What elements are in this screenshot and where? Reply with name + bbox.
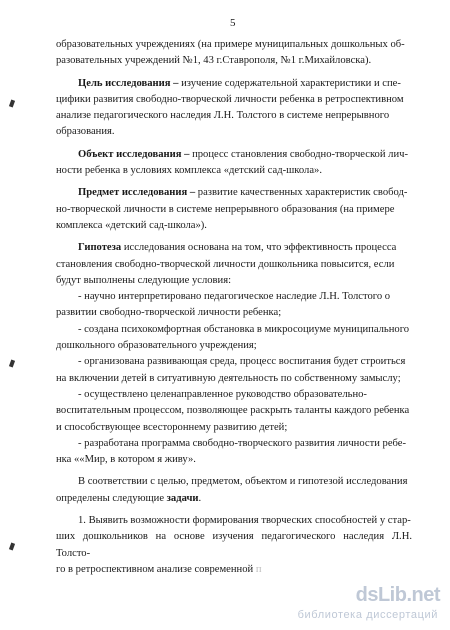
text-span: развитие качественных характеристик свобод- (195, 187, 408, 199)
text-line: разовательных учреждений №1, 43 г.Ставрополя, №1 г.Михайловска). (56, 55, 372, 67)
watermark-subtitle: библиотека диссертаций (297, 609, 438, 621)
text-span: исследования основана на том, что эффективность процесса (121, 242, 397, 254)
text-line: будут выполнены следующие условия: (56, 274, 232, 286)
text-line: комплекса «детский сад-школа»). (56, 219, 207, 231)
text-line: становления свободно-творческой личности дошкольника повысится, если (56, 258, 395, 270)
condition-item: - осуществлено целенаправленное руководство образовательно- (78, 388, 367, 400)
text-span: . (198, 492, 202, 504)
text-line: цифики развития свободно-творческой личности ребенка в ретроспективном (56, 93, 404, 105)
condition-item: - организована развивающая среда, процесс воспитания будет строиться (78, 356, 406, 368)
watermark (260, 584, 440, 624)
page-number: 5 (230, 17, 236, 29)
text-line: образования. (56, 126, 115, 138)
hypothesis-label: Гипотеза (78, 242, 122, 254)
condition-item: - создана психокомфортная обстановка в микросоциуме муниципального (78, 323, 410, 335)
text-span: п (253, 563, 262, 575)
text-line: нка ««Мир, в котором я живу». (56, 454, 196, 466)
subject-paragraph (56, 185, 412, 201)
text-line (56, 562, 412, 578)
text-line: развитии свободно-творческой личности ребенка; (56, 307, 282, 319)
subject-label: Предмет исследования – (78, 187, 196, 199)
task-item: 1. Выявить возможности формирования творческих способностей у стар- (78, 515, 411, 527)
goal-label: Цель исследования – (78, 77, 179, 89)
watermark-logo: dsLib.net (355, 584, 440, 606)
text-line: анализе педагогического наследия Л.Н. Толстого в системе непрерывного (56, 110, 390, 122)
text-line: но-творческой личности в системе непрерывного образования (на примере (56, 203, 395, 215)
condition-item: - разработана программа свободно-творческого развития личности ребе- (78, 437, 407, 449)
text-line: дошкольного образовательного учреждения; (56, 340, 257, 352)
text-line: ности ребенка в условиях комплекса «детский сад-школа». (56, 165, 322, 177)
margin-mark (9, 100, 15, 108)
tasks-label: задачи (166, 492, 199, 504)
text-span: го в ретроспективном анализе современной (56, 563, 254, 575)
tasks-intro: В соответствии с целью, предметом, объектом и гипотезой исследования (78, 476, 408, 488)
text-span: определены следующие (56, 492, 167, 504)
hypothesis-paragraph (56, 240, 412, 256)
text-line: на включении детей в ситуативную деятельность по собственному замыслу; (56, 372, 401, 384)
text-line: воспитательным процессом, позволяющее раскрыть таланты каждого ребенка (56, 405, 410, 417)
object-label: Объект исследования – (78, 148, 190, 160)
text-line: образовательных учреждениях (на примере муниципальных дошкольных об- (56, 39, 405, 50)
object-paragraph (56, 147, 412, 163)
text-line: и способствующее всестороннему развитию детей; (56, 421, 288, 433)
text-line: ших дошкольников на основе изучения педагогического наследия Л.Н. Толсто- (56, 531, 412, 559)
document-body (56, 37, 412, 578)
margin-mark (9, 543, 15, 551)
margin-mark (9, 360, 15, 368)
text-span: процесс становления свободно-творческой лич- (189, 148, 408, 160)
text-line (56, 491, 412, 507)
condition-item: - научно интерпретировано педагогическое наследие Л.Н. Толстого о (78, 291, 391, 303)
goal-paragraph (56, 76, 412, 92)
text-span: изучение содержательной характеристики и спе- (178, 77, 401, 89)
